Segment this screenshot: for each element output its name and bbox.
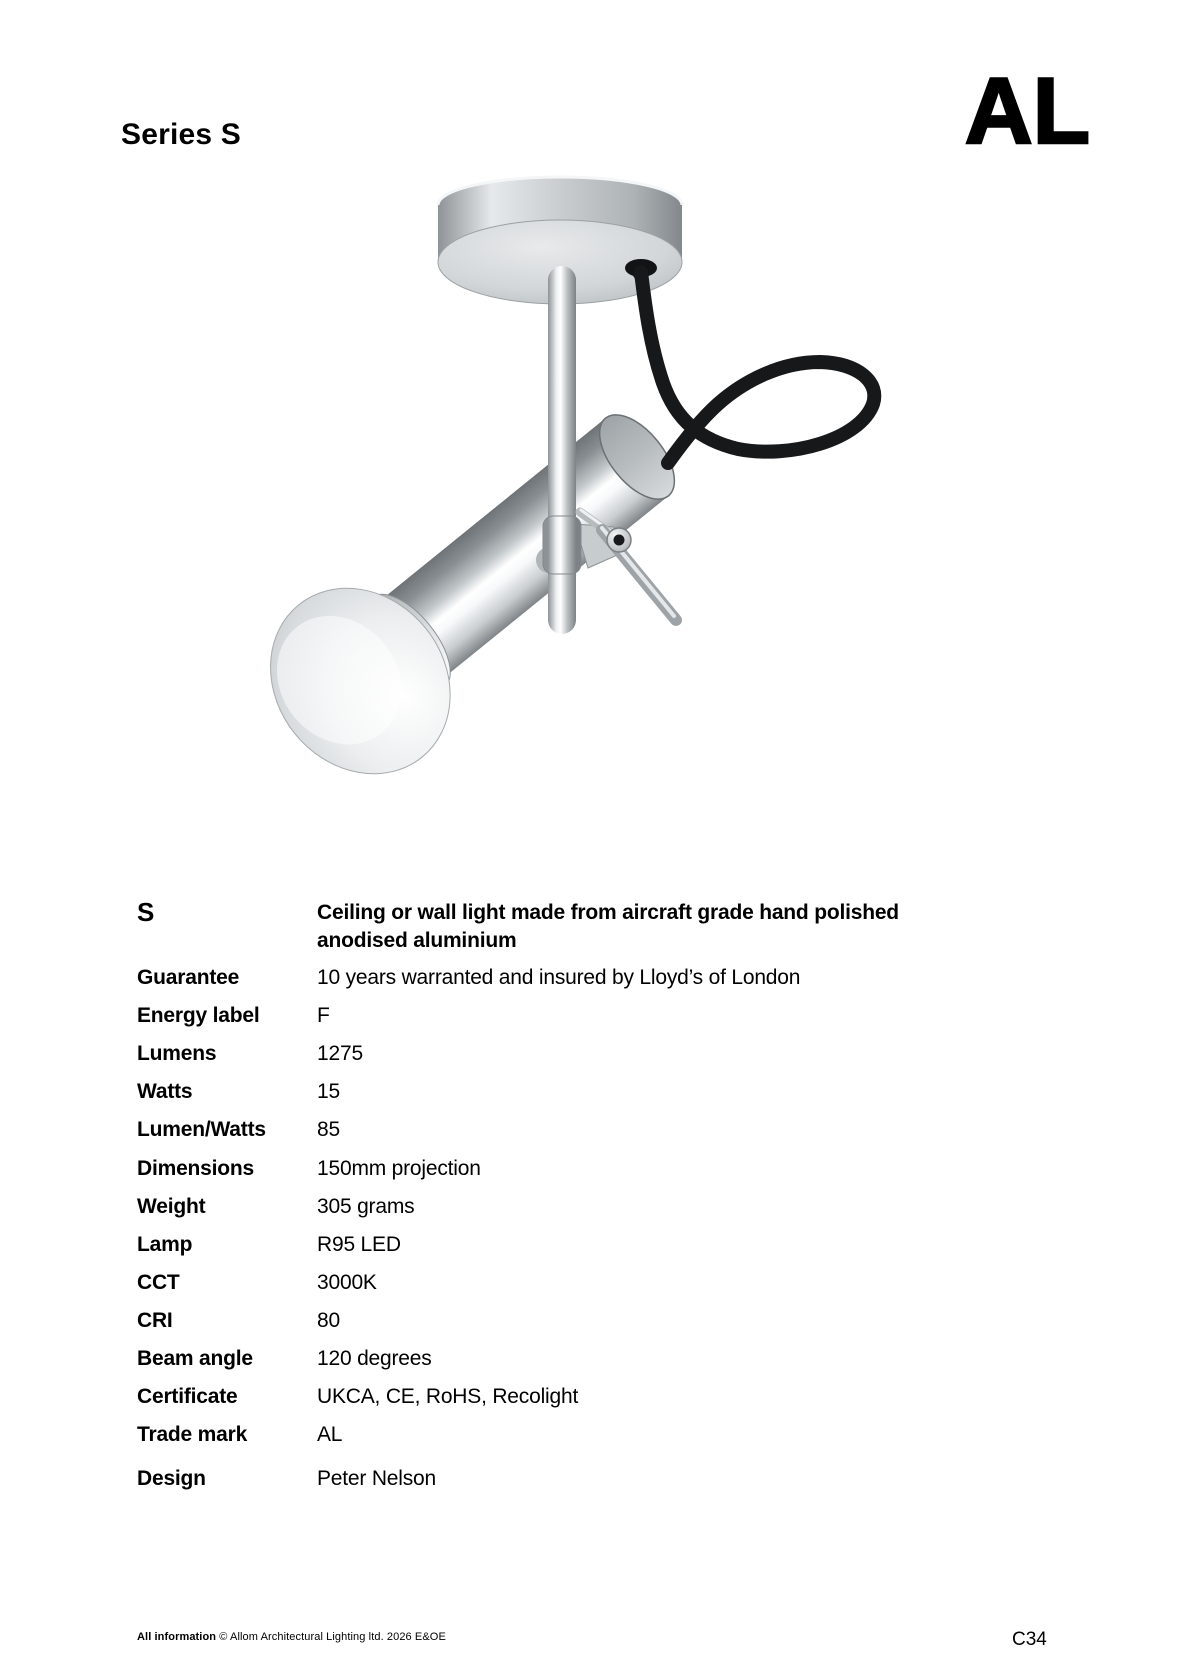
spec-row [137, 1310, 1117, 1334]
spec-label: Lumen/Watts [137, 1118, 266, 1141]
brand-logo: AL [964, 58, 1090, 163]
spec-value: 150mm projection [317, 1157, 481, 1180]
spec-value: 3000K [317, 1271, 377, 1294]
footer-copyright [137, 1630, 446, 1644]
spec-row [137, 1196, 1117, 1220]
footer-copyright-rest: © Allom Architectural Lighting ltd. 2026 E&OE [216, 1631, 446, 1643]
spec-value: 85 [317, 1118, 340, 1141]
model-description: Ceiling or wall light made from aircraft grade hand polished anodised aluminium [317, 901, 899, 952]
spec-label: Guarantee [137, 966, 240, 989]
spec-value: 1275 [317, 1042, 363, 1065]
product-photo-spotlight [240, 150, 920, 810]
spec-row [137, 1043, 1117, 1067]
page-title: Series S [121, 118, 242, 151]
spec-value: 120 degrees [317, 1347, 432, 1370]
spec-label: Watts [137, 1080, 193, 1103]
spec-label: Energy label [137, 1004, 260, 1027]
spec-label: Lumens [137, 1042, 217, 1065]
spec-value: 10 years warranted and insured by Lloyd’s of London [317, 966, 801, 989]
spec-value: UKCA, CE, RoHS, Recolight [317, 1385, 579, 1408]
spec-row [137, 1424, 1117, 1448]
pivot-knob [607, 528, 631, 552]
spec-value: AL [317, 1423, 343, 1446]
mounting-stem [548, 266, 576, 634]
spec-label: Certificate [137, 1385, 238, 1408]
spec-row [137, 1386, 1117, 1410]
spec-label: CRI [137, 1309, 173, 1332]
spec-row [137, 1234, 1117, 1258]
spec-label: Trade mark [137, 1423, 248, 1446]
power-cable [641, 272, 874, 463]
spec-row [137, 1348, 1117, 1372]
spec-row [137, 1468, 1117, 1492]
spec-row [137, 1119, 1117, 1143]
spec-label: Weight [137, 1195, 206, 1218]
model-letter: S [137, 897, 155, 927]
spec-value: Peter Nelson [317, 1467, 436, 1490]
spec-label: Design [137, 1467, 206, 1490]
spec-label: CCT [137, 1271, 180, 1294]
spec-value: 15 [317, 1080, 340, 1103]
spec-label: Lamp [137, 1233, 193, 1256]
spec-row [137, 1272, 1117, 1296]
spec-value: R95 LED [317, 1233, 401, 1256]
spec-row [137, 967, 1117, 991]
spec-value: 305 grams [317, 1195, 415, 1218]
page-number: C34 [1012, 1629, 1047, 1650]
spec-row [137, 1005, 1117, 1029]
spec-value: F [317, 1004, 330, 1027]
footer-copyright-bold: All information [137, 1631, 217, 1643]
spec-row [137, 1081, 1117, 1105]
spec-label: Beam angle [137, 1347, 253, 1370]
spec-row [137, 1158, 1117, 1182]
spec-label: Dimensions [137, 1157, 255, 1180]
spec-value: 80 [317, 1309, 340, 1332]
